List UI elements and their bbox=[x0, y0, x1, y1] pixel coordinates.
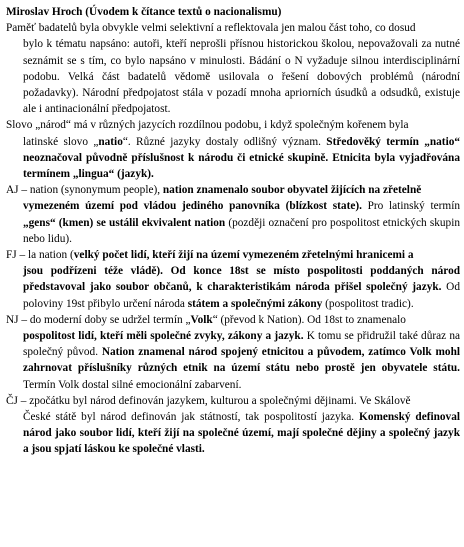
document-title: Miroslav Hroch (Úvodem k čítance textů o nacionalismu) bbox=[6, 6, 282, 18]
text-run: K tomu se přidružil také důraz na společný původ. bbox=[23, 330, 460, 359]
text-run: Termín Volk dostal silné emocionální zabarvení. bbox=[23, 378, 242, 391]
paragraph bbox=[6, 117, 460, 182]
paragraph-first-line bbox=[6, 20, 460, 36]
text-run: latinské slovo „ bbox=[23, 135, 99, 148]
text-run-bold: Komenský definoval národ jako soubor lidí, kteří žijí na společné území, mají společné dějiny a společný jazyk a jsou spjatí láskou ke společné vlasti. bbox=[23, 411, 460, 456]
text-run: Od poloviny 19st přibylo určení národa bbox=[23, 281, 460, 310]
text-run: ČJ – zpočátku byl národ definován jazykem, kulturou a společnými dějinami. Ve Skálově bbox=[6, 394, 411, 407]
text-run-bold: státem a společnými zákony bbox=[187, 297, 323, 310]
paragraph-list bbox=[6, 20, 460, 457]
text-run: bylo k tématu napsáno: autoři, kteří neprošli přísnou historickou školou, nepovažovali za nutné seznámit se s tím, co bylo napsáno v minulosti. Bádání o N vyžaduje silnou interdisciplinární podobu. Velká část badatelů vědomě usilovala o řešení dobových problémů (národní požadavky). Národní předpojatost stála v pozadí mnoha apriorních úsudků a odsudků, existuje ale i antinacionální předpojatost. bbox=[23, 38, 460, 116]
text-run-bold: Volk bbox=[190, 313, 213, 326]
paragraph-first-line bbox=[6, 182, 460, 198]
paragraph bbox=[6, 182, 460, 247]
text-run-bold: pospolitost lidí, kteří měli společné zvyky, zákony a jazyk. bbox=[23, 330, 304, 343]
text-run: České státě byl národ definován jak státností, tak pospolitostí jazyka. bbox=[23, 411, 360, 424]
text-run-bold: vymezeném území pod vládou jediného panovníka (blízkost state). bbox=[23, 200, 362, 213]
text-run-bold: velký počet lidí, kteří žijí na území vymezeném zřetelnými hranicemi a bbox=[73, 249, 414, 262]
paragraph-body bbox=[6, 328, 460, 393]
paragraph bbox=[6, 393, 460, 458]
text-run-bold: „gens“ (kmen) se ustálil ekvivalent nation bbox=[23, 216, 226, 229]
text-run: NJ – do moderní doby se udržel termín „ bbox=[6, 313, 191, 326]
paragraph-body bbox=[6, 198, 460, 247]
paragraph-first-line bbox=[6, 247, 460, 263]
paragraph-body bbox=[6, 263, 460, 312]
paragraph bbox=[6, 312, 460, 393]
paragraph-first-line bbox=[6, 312, 460, 328]
text-run-bold: nation znamenalo soubor obyvatel žijících na zřetelně bbox=[162, 184, 422, 197]
paragraph bbox=[6, 20, 460, 117]
paragraph-body bbox=[6, 36, 460, 117]
text-run: AJ – nation (synonymum people), bbox=[6, 184, 163, 197]
text-run: Paměť badatelů byla obvykle velmi selektivní a reflektovala jen malou část toho, co dosud bbox=[6, 22, 416, 35]
text-run: Slovo „národ“ má v různých jazycích rozdílnou podobu, i když společným kořenem byla bbox=[6, 119, 409, 132]
paragraph-body bbox=[6, 409, 460, 458]
text-run: FJ – la nation ( bbox=[6, 249, 74, 262]
text-run: (pospolitost tradic). bbox=[322, 297, 414, 310]
text-run: (později označení pro pospolitost etnických skupin nebo lidu). bbox=[23, 216, 460, 245]
text-run-bold: jsou podřízeni téže vládě). Od konce 18st se místo pospolitosti poddaných národ představoval jako soubor občanů, k charakteristikám národa přišel společný jazyk. bbox=[23, 265, 460, 294]
text-run: Pro latinský termín bbox=[361, 200, 460, 213]
paragraph-body bbox=[6, 134, 460, 183]
paragraph-first-line bbox=[6, 117, 460, 133]
text-run: “. Různé jazyky dostaly odlišný význam. bbox=[122, 135, 327, 148]
paragraph-first-line bbox=[6, 393, 460, 409]
text-run-bold: Nation znamenal národ spojený etnicitou a původem, zatímco Volk mohl zahrnovat příslušníky různých etnik na území státu nebo prostě jen obyvatele státu. bbox=[23, 346, 460, 375]
paragraph bbox=[6, 247, 460, 312]
text-run-bold: Středověký termín „natio“ neoznačoval původně příslušnost k národu či etnické skupině. Etnicita byla vyjadřována termínem „lingua“ (jazyk). bbox=[23, 135, 461, 181]
text-run-bold: natio bbox=[98, 135, 123, 148]
text-run: “ (převod k Nation). Od 18st to znamenalo bbox=[212, 313, 406, 326]
